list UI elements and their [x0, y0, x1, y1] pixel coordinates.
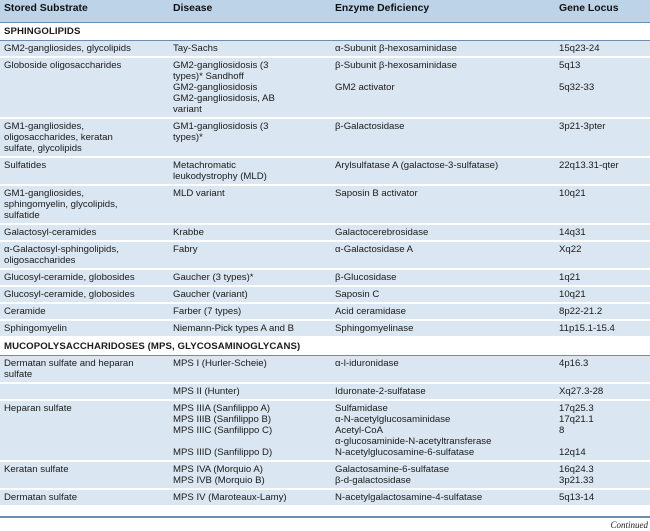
- cell-stored-substrate: [0, 400, 169, 461]
- cell-line: Iduronate-2-sulfatase: [335, 386, 426, 397]
- cell-stored-substrate: [0, 157, 169, 185]
- table-body: [0, 23, 650, 507]
- cell-line: leukodystrophy (MLD): [173, 171, 267, 182]
- cell-enzyme-deficiency: [331, 461, 555, 489]
- section-title: SPHINGOLIPIDS: [0, 23, 650, 41]
- cell-gene-locus: [555, 269, 650, 286]
- cell-line: Galactosamine-6-sulfatase: [335, 464, 450, 475]
- cell-line: sphingomyelin, glycolipids,: [4, 199, 118, 210]
- cell-gene-locus: [555, 157, 650, 185]
- cell-line: 3p21-3pter: [559, 121, 606, 132]
- cell-line: Arylsulfatase A (galactose-3-sulfatase): [335, 160, 499, 171]
- cell-line: β-Galactosidase: [335, 121, 405, 132]
- cell-enzyme-deficiency: [331, 185, 555, 224]
- cell-enzyme-deficiency: [331, 241, 555, 269]
- table-row: [0, 489, 650, 506]
- cell-line: GM2-gangliosidosis (3: [173, 60, 269, 71]
- cell-line: Galactocerebrosidase: [335, 227, 429, 238]
- cell-line: MPS II (Hunter): [173, 386, 240, 397]
- cell-line: types)*: [173, 132, 203, 143]
- cell-stored-substrate: [0, 269, 169, 286]
- cell-disease: [169, 489, 331, 506]
- cell-gene-locus: [555, 224, 650, 241]
- cell-line: Xq27.3-28: [559, 386, 604, 397]
- cell-line: 8p22-21.2: [559, 306, 603, 317]
- cell-line: Gaucher (variant): [173, 289, 248, 300]
- cell-gene-locus: [555, 489, 650, 506]
- table-row: [0, 320, 650, 337]
- table-row: [0, 303, 650, 320]
- cell-gene-locus: [555, 461, 650, 489]
- table-row: [0, 185, 650, 224]
- cell-stored-substrate: [0, 185, 169, 224]
- cell-line: Heparan sulfate: [4, 403, 72, 414]
- cell-line: MPS IV (Maroteaux-Lamy): [173, 492, 287, 503]
- cell-line: MPS IIIC (Sanfilippo C): [173, 425, 273, 436]
- header-enzyme-deficiency: Enzyme Deficiency: [331, 0, 555, 23]
- cell-gene-locus: [555, 118, 650, 157]
- cell-line: types)* Sandhoff: [173, 71, 244, 82]
- cell-enzyme-deficiency: [331, 41, 555, 58]
- table-header: [0, 0, 650, 23]
- cell-disease: [169, 241, 331, 269]
- cell-disease: [169, 320, 331, 337]
- cell-gene-locus: [555, 320, 650, 337]
- cell-line: Sulfamidase: [335, 403, 388, 414]
- cell-gene-locus: [555, 286, 650, 303]
- cell-line: Krabbe: [173, 227, 204, 238]
- cell-line: GM2-gangliosidosis: [173, 82, 258, 93]
- cell-line: 14q31: [559, 227, 586, 238]
- cell-disease: [169, 41, 331, 58]
- bottom-rule: [0, 516, 650, 518]
- cell-line: α-l-iduronidase: [335, 358, 399, 369]
- cell-line: Saposin B activator: [335, 188, 418, 199]
- cell-disease: [169, 286, 331, 303]
- cell-line: Acid ceramidase: [335, 306, 406, 317]
- cell-line: Sphingomyelinase: [335, 323, 414, 334]
- cell-line: 3p21.33: [559, 475, 594, 486]
- cell-enzyme-deficiency: [331, 118, 555, 157]
- cell-line: β-d-galactosidase: [335, 475, 411, 486]
- cell-enzyme-deficiency: [331, 286, 555, 303]
- cell-line: Saposin C: [335, 289, 380, 300]
- cell-line: Keratan sulfate: [4, 464, 69, 475]
- cell-line: Sulfatides: [4, 160, 47, 171]
- cell-line: 17q25.3: [559, 403, 594, 414]
- cell-enzyme-deficiency: [331, 320, 555, 337]
- cell-disease: [169, 185, 331, 224]
- cell-line: N-acetylglucosamine-6-sulfatase: [335, 447, 475, 458]
- cell-line: sulfate, glycolipids: [4, 143, 82, 154]
- cell-stored-substrate: [0, 303, 169, 320]
- cell-line: oligosaccharides: [4, 255, 76, 266]
- cell-stored-substrate: [0, 224, 169, 241]
- table-row: [0, 241, 650, 269]
- cell-gene-locus: [555, 303, 650, 320]
- cell-line: 17q21.1: [559, 414, 594, 425]
- cell-line: Gaucher (3 types)*: [173, 272, 254, 283]
- cell-line: Globoside oligosaccharides: [4, 60, 122, 71]
- cell-line: Ceramide: [4, 306, 46, 317]
- cell-line: oligosaccharides, keratan: [4, 132, 113, 143]
- cell-disease: [169, 461, 331, 489]
- cell-line: 10q21: [559, 188, 586, 199]
- cell-line: N-acetylgalactosamine-4-sulfatase: [335, 492, 483, 503]
- cell-line: Metachromatic: [173, 160, 236, 171]
- table-row: [0, 41, 650, 58]
- cell-line: 1q21: [559, 272, 581, 283]
- table-row: [0, 286, 650, 303]
- cell-line: 8: [559, 425, 565, 436]
- table-row: [0, 461, 650, 489]
- header-gene-locus: Gene Locus: [555, 0, 650, 23]
- cell-line: 5q13-14: [559, 492, 595, 503]
- table-row: [0, 118, 650, 157]
- cell-gene-locus: [555, 185, 650, 224]
- cell-line: Xq22: [559, 244, 582, 255]
- cell-disease: [169, 383, 331, 400]
- cell-line: Tay-Sachs: [173, 43, 218, 54]
- table-row: [0, 157, 650, 185]
- cell-stored-substrate: [0, 57, 169, 118]
- cell-line: MPS IIID (Sanfilippo D): [173, 447, 273, 458]
- cell-line: Farber (7 types): [173, 306, 242, 317]
- continued-note: Continued: [610, 520, 648, 530]
- cell-line: MPS IIIB (Sanfilippo B): [173, 414, 272, 425]
- header-disease: Disease: [169, 0, 331, 23]
- cell-enzyme-deficiency: [331, 157, 555, 185]
- cell-enzyme-deficiency: [331, 224, 555, 241]
- cell-disease: [169, 157, 331, 185]
- cell-line: α-Galactosyl-sphingolipids,: [4, 244, 119, 255]
- cell-line: Niemann-Pick types A and B: [173, 323, 295, 334]
- cell-line: MPS IIIA (Sanfilippo A): [173, 403, 271, 414]
- cell-disease: [169, 400, 331, 461]
- cell-stored-substrate: [0, 461, 169, 489]
- cell-line: Fabry: [173, 244, 198, 255]
- cell-line: Glucosyl-ceramide, globosides: [4, 272, 135, 283]
- cell-line: sulfatide: [4, 210, 40, 221]
- cell-line: α-glucosaminide-N-acetyltransferase: [335, 436, 492, 447]
- header-stored-substrate: Stored Substrate: [0, 0, 169, 23]
- cell-line: 12q14: [559, 447, 586, 458]
- cell-line: Sphingomyelin: [4, 323, 67, 334]
- cell-line: 22q13.31-qter: [559, 160, 619, 171]
- cell-disease: [169, 118, 331, 157]
- cell-line: MPS IVB (Morquio B): [173, 475, 265, 486]
- cell-line: 5q32-33: [559, 82, 595, 93]
- cell-line: MLD variant: [173, 188, 225, 199]
- cell-line: 15q23-24: [559, 43, 600, 54]
- cell-stored-substrate: [0, 383, 169, 400]
- cell-gene-locus: [555, 241, 650, 269]
- section-title: MUCOPOLYSACCHARIDOSES (MPS, GLYCOSAMINOGLYCANS): [0, 337, 650, 356]
- cell-line: GM1-gangliosides,: [4, 188, 84, 199]
- cell-line: GM2-gangliosides, glycolipids: [4, 43, 131, 54]
- cell-disease: [169, 303, 331, 320]
- cell-line: Galactosyl-ceramides: [4, 227, 97, 238]
- cell-stored-substrate: [0, 356, 169, 384]
- cell-enzyme-deficiency: [331, 400, 555, 461]
- cell-line: β-Glucosidase: [335, 272, 397, 283]
- cell-stored-substrate: [0, 241, 169, 269]
- cell-enzyme-deficiency: [331, 303, 555, 320]
- cell-line: Dermatan sulfate and heparan: [4, 358, 134, 369]
- cell-line: GM2-gangliosidosis, AB: [173, 93, 275, 104]
- cell-line: GM2 activator: [335, 82, 395, 93]
- table-row: [0, 224, 650, 241]
- cell-gene-locus: [555, 41, 650, 58]
- cell-line: Acetyl-CoA: [335, 425, 383, 436]
- cell-enzyme-deficiency: [331, 383, 555, 400]
- cell-stored-substrate: [0, 118, 169, 157]
- cell-enzyme-deficiency: [331, 269, 555, 286]
- table-row: [0, 400, 650, 461]
- cell-gene-locus: [555, 383, 650, 400]
- cell-stored-substrate: [0, 489, 169, 506]
- table-row: [0, 383, 650, 400]
- cell-line: 4p16.3: [559, 358, 589, 369]
- cell-disease: [169, 356, 331, 384]
- cell-line: variant: [173, 104, 202, 115]
- cell-gene-locus: [555, 356, 650, 384]
- cell-gene-locus: [555, 57, 650, 118]
- cell-stored-substrate: [0, 320, 169, 337]
- cell-line: α-Galactosidase A: [335, 244, 414, 255]
- cell-disease: [169, 269, 331, 286]
- cell-line: GM1-gangliosidosis (3: [173, 121, 269, 132]
- cell-line: Glucosyl-ceramide, globosides: [4, 289, 135, 300]
- cell-disease: [169, 224, 331, 241]
- cell-line: Dermatan sulfate: [4, 492, 78, 503]
- table-row: [0, 57, 650, 118]
- cell-line: α-Subunit β-hexosaminidase: [335, 43, 457, 54]
- cell-line: sulfate: [4, 369, 33, 380]
- cell-disease: [169, 57, 331, 118]
- cell-line: 5q13: [559, 60, 581, 71]
- cell-line: MPS I (Hurler-Scheie): [173, 358, 267, 369]
- section-header-row: [0, 23, 650, 41]
- cell-line: 16q24.3: [559, 464, 594, 475]
- cell-line: 10q21: [559, 289, 586, 300]
- section-header-row: [0, 337, 650, 356]
- table-row: [0, 356, 650, 384]
- cell-gene-locus: [555, 400, 650, 461]
- cell-line: β-Subunit β-hexosaminidase: [335, 60, 457, 71]
- cell-stored-substrate: [0, 41, 169, 58]
- table-row: [0, 269, 650, 286]
- cell-line: GM1-gangliosides,: [4, 121, 84, 132]
- cell-enzyme-deficiency: [331, 57, 555, 118]
- cell-line: MPS IVA (Morquio A): [173, 464, 263, 475]
- cell-line: 11p15.1-15.4: [559, 323, 615, 334]
- cell-stored-substrate: [0, 286, 169, 303]
- cell-enzyme-deficiency: [331, 356, 555, 384]
- cell-enzyme-deficiency: [331, 489, 555, 506]
- cell-line: α-N-acetylglucosaminidase: [335, 414, 451, 425]
